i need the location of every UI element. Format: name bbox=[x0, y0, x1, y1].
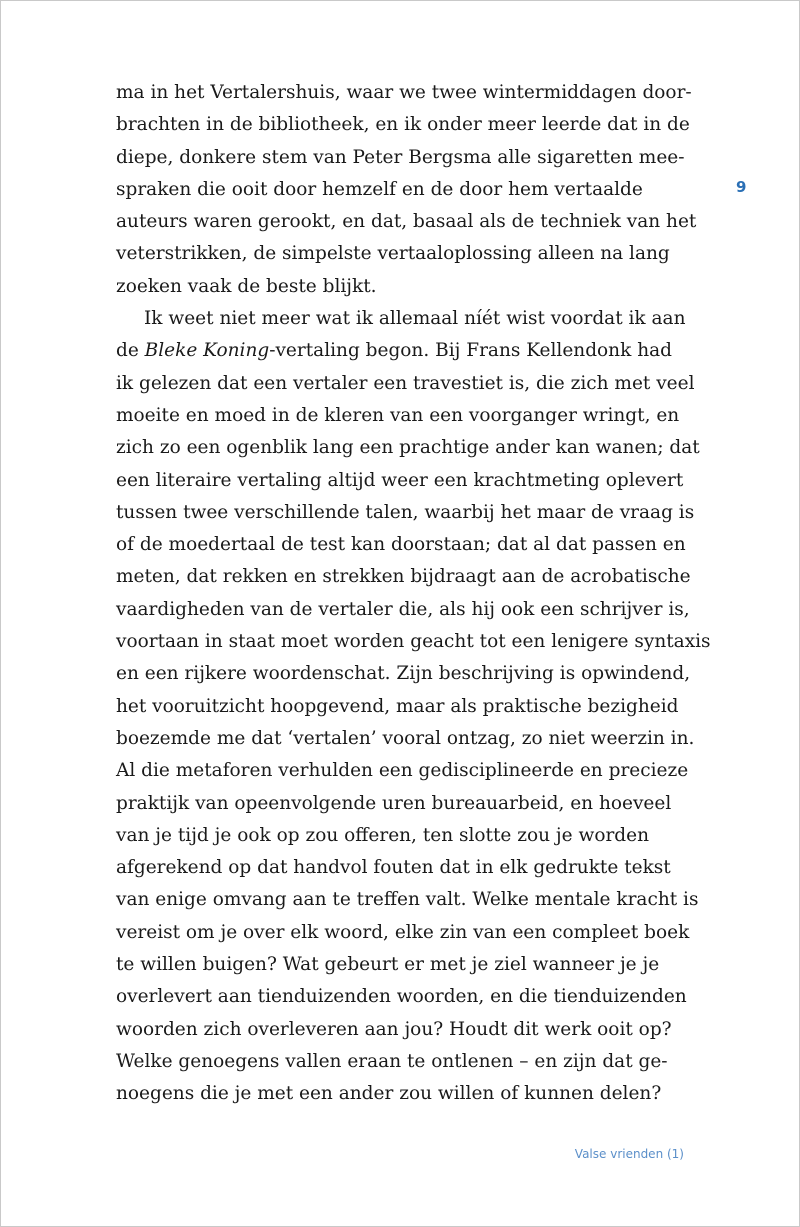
text-line: voortaan in staat moet worden geacht tot een lenigere syntaxis bbox=[116, 631, 711, 653]
text-line: vaardigheden van de vertaler die, als hij ook een schrijver is, bbox=[116, 598, 690, 620]
text-run: -vertaling begon. Bij Frans Kellendonk had bbox=[269, 340, 672, 362]
text-line: of de moedertaal de test kan doorstaan; dat al dat passen en bbox=[116, 534, 686, 556]
text-line: Welke genoegens vallen eraan te ontlenen – en zijn dat ge- bbox=[116, 1050, 668, 1072]
text-line: vereist om je over elk woord, elke zin van een compleet boek bbox=[116, 921, 690, 943]
text-line: Ik weet niet meer wat ik allemaal níét wist voordat ik aan bbox=[144, 308, 686, 330]
text-line: een literaire vertaling altijd weer een krachtmeting oplevert bbox=[116, 469, 684, 491]
running-footer: Valse vrienden (1) bbox=[574, 1147, 684, 1161]
text-line: overlevert aan tienduizenden woorden, en die tienduizenden bbox=[116, 986, 687, 1008]
text-line: zoeken vaak de beste blijkt. bbox=[116, 275, 377, 297]
text-line: te willen buigen? Wat gebeurt er met je ziel wanneer je je bbox=[116, 954, 660, 976]
text-line: moeite en moed in de kleren van een voorganger wringt, en bbox=[116, 404, 680, 426]
text-line: afgerekend op dat handvol fouten dat in elk gedrukte tekst bbox=[116, 857, 671, 879]
text-line: ma in het Vertalershuis, waar we twee wintermiddagen door- bbox=[116, 82, 692, 103]
text-line: noegens die je met een ander zou willen of kunnen delen? bbox=[116, 1083, 662, 1105]
text-line: en een rijkere woordenschat. Zijn beschrijving is opwindend, bbox=[116, 663, 691, 685]
text-line: diepe, donkere stem van Peter Bergsma alle sigaretten mee- bbox=[116, 146, 685, 168]
text-line: Al die metaforen verhulden een gedisciplineerde en precieze bbox=[116, 760, 689, 782]
text-line: meten, dat rekken en strekken bijdraagt aan de acrobatische bbox=[116, 566, 691, 588]
text-run: de bbox=[116, 340, 145, 362]
page-number: 9 bbox=[736, 178, 747, 196]
text-line: veterstrikken, de simpelste vertaaloplossing alleen na lang bbox=[116, 243, 670, 265]
text-line: het vooruitzicht hoopgevend, maar als praktische bezigheid bbox=[116, 695, 679, 717]
text-line: praktijk van opeenvolgende uren bureauarbeid, en hoeveel bbox=[116, 792, 672, 814]
body-text bbox=[116, 77, 711, 1111]
text-line: woorden zich overleveren aan jou? Houdt dit werk ooit op? bbox=[116, 1018, 672, 1040]
book-title-italic: Bleke Koning bbox=[144, 340, 270, 362]
text-line: auteurs waren gerookt, en dat, basaal als de techniek van het bbox=[116, 211, 697, 233]
text-line: van enige omvang aan te treffen valt. Welke mentale kracht is bbox=[116, 889, 699, 911]
text-line: van je tijd je ook op zou offeren, ten slotte zou je worden bbox=[116, 824, 650, 846]
text-line: ik gelezen dat een vertaler een travestiet is, die zich met veel bbox=[116, 372, 695, 394]
text-line: boezemde me dat ‘vertalen’ vooral ontzag, zo niet weerzin in. bbox=[116, 727, 695, 749]
text-line bbox=[116, 335, 696, 367]
text-line: tussen twee verschillende talen, waarbij het maar de vraag is bbox=[116, 501, 695, 523]
text-line: zich zo een ogenblik lang een prachtige ander kan wanen; dat bbox=[116, 437, 700, 459]
text-line: spraken die ooit door hemzelf en de door hem vertaalde bbox=[116, 178, 643, 200]
text-line: brachten in de bibliotheek, en ik onder meer leerde dat in de bbox=[116, 114, 690, 136]
